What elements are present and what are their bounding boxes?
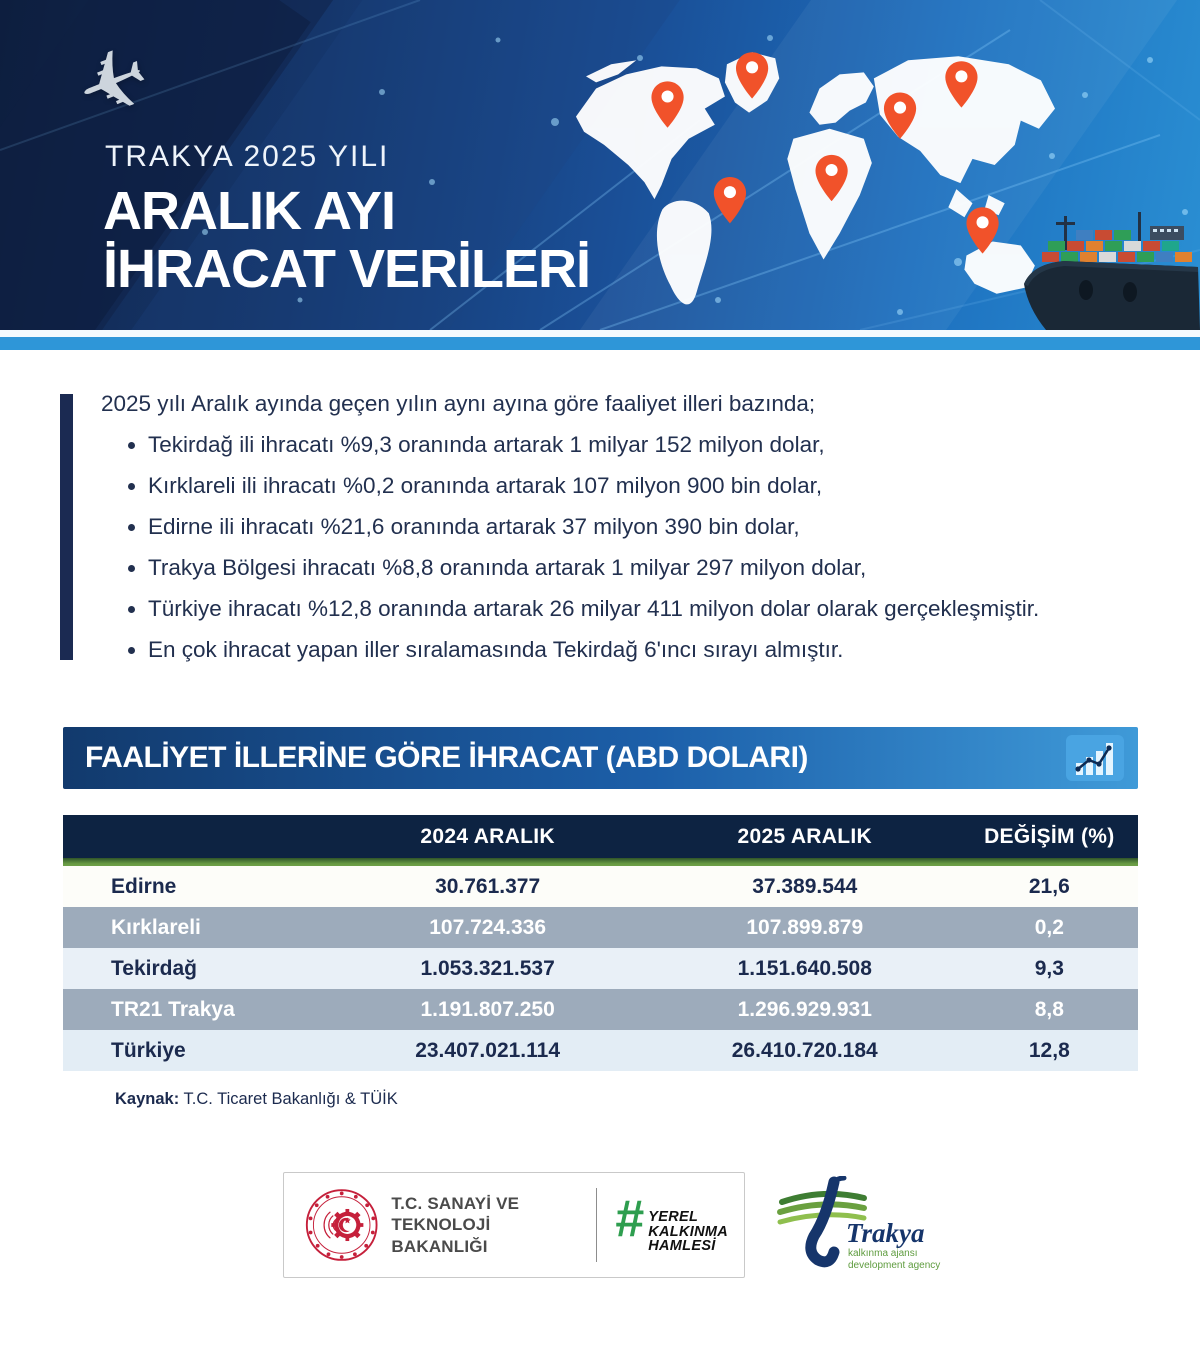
ministry-name	[391, 1193, 575, 1257]
hero-header	[0, 0, 1200, 330]
table-row	[63, 948, 1138, 989]
value-2024: 107.724.336	[429, 915, 547, 939]
source-text: T.C. Ticaret Bakanlığı & TÜİK	[179, 1090, 398, 1108]
world-map-graphic	[565, 16, 1070, 328]
value-2025: 37.389.544	[752, 874, 858, 898]
ministry-name-line1: T.C. SANAYİ VE	[391, 1194, 520, 1214]
intro-block	[101, 388, 1141, 675]
value-2025: 1.151.640.508	[737, 956, 872, 980]
intro-bullet: • Trakya Bölgesi ihracatı %8,8 oranında artarak 1 milyar 297 milyon dolar,	[148, 552, 1141, 583]
header-divider-white	[0, 330, 1200, 337]
ministry-name-line2: TEKNOLOJİ BAKANLIĞI	[391, 1215, 491, 1256]
value-change: 8,8	[1034, 997, 1064, 1021]
column-header-2025: 2025 ARALIK	[649, 815, 961, 858]
hashtag-line2: KALKINMA	[648, 1223, 728, 1240]
intro-bullet: • En çok ihracat yapan iller sıralamasında Tekirdağ 6'ıncı sırayı almıştır.	[148, 634, 1141, 665]
intro-bullet: • Türkiye ihracatı %12,8 oranında artarak 26 milyar 411 milyon dolar olarak gerçekleşmiştir.	[148, 593, 1141, 624]
page-title-line1: ARALIK AYI	[103, 181, 396, 241]
source-line	[115, 1090, 398, 1109]
table-row	[63, 907, 1138, 948]
intro-bullet: • Kırklareli ili ihracatı %0,2 oranında artarak 107 milyon 900 bin dolar,	[148, 470, 1141, 501]
value-2025: 26.410.720.184	[731, 1038, 878, 1062]
row-label: Kırklareli	[111, 915, 201, 939]
hashtag-icon: #	[615, 1189, 645, 1248]
value-change: 0,2	[1034, 915, 1064, 939]
value-2024: 1.191.807.250	[420, 997, 555, 1021]
value-change: 12,8	[1028, 1038, 1070, 1062]
column-header-change: DEĞİŞİM (%)	[961, 815, 1138, 858]
value-2025: 1.296.929.931	[737, 997, 872, 1021]
value-2025: 107.899.879	[746, 915, 864, 939]
intro-bullet-list	[101, 429, 1141, 665]
column-header-empty	[63, 815, 326, 858]
table-header-row	[63, 815, 1138, 858]
table-row	[63, 866, 1138, 907]
trakya-logo-sub2: development agency	[848, 1260, 941, 1271]
row-label: Türkiye	[111, 1038, 186, 1062]
value-change: 21,6	[1028, 874, 1070, 898]
section-title-bar	[63, 727, 1138, 789]
intro-bullet: • Tekirdağ ili ihracatı %9,3 oranında artarak 1 milyar 152 milyon dolar,	[148, 429, 1141, 460]
value-2024: 23.407.021.114	[415, 1038, 561, 1062]
value-change: 9,3	[1034, 956, 1064, 980]
hashtag-line3: HAMLESİ	[648, 1238, 716, 1255]
value-2024: 30.761.377	[435, 874, 541, 898]
footer-logo-box	[283, 1172, 745, 1278]
ministry-emblem-icon	[304, 1184, 379, 1266]
logo-divider	[596, 1188, 598, 1262]
page-title-line2: İHRACAT VERİLERİ	[103, 239, 591, 299]
trakya-logo-sub1: kalkınma ajansı	[848, 1248, 918, 1259]
table-green-strip	[63, 858, 1138, 866]
value-2024: 1.053.321.537	[420, 956, 555, 980]
trakya-agency-logo	[768, 1176, 953, 1276]
header-divider-blue	[0, 337, 1200, 350]
bar-chart-icon	[1066, 735, 1124, 781]
trakya-logo-name: Trakya	[846, 1218, 925, 1248]
table-row	[63, 1030, 1138, 1071]
airplane-icon: ✈	[62, 26, 164, 140]
source-label: Kaynak:	[115, 1090, 180, 1108]
table-row	[63, 989, 1138, 1030]
intro-accent-bar	[60, 394, 73, 660]
intro-lead: 2025 yılı Aralık ayında geçen yılın aynı ayına göre faaliyet illeri bazında;	[101, 391, 816, 416]
intro-bullet: • Edirne ili ihracatı %21,6 oranında artarak 37 milyon 390 bin dolar,	[148, 511, 1141, 542]
row-label: Edirne	[111, 874, 177, 898]
section-title: FAALİYET İLLERİNE GÖRE İHRACAT (ABD DOLARI)	[85, 741, 808, 774]
yerel-kalkinma-logo	[615, 1189, 728, 1255]
row-label: TR21 Trakya	[111, 997, 235, 1021]
column-header-2024: 2024 ARALIK	[326, 815, 649, 858]
container-ship-graphic	[1020, 212, 1200, 330]
header-kicker: TRAKYA 2025 YILI	[105, 140, 390, 173]
row-label: Tekirdağ	[111, 956, 197, 980]
export-table	[63, 815, 1138, 1071]
hashtag-line1: YEREL	[648, 1208, 699, 1225]
